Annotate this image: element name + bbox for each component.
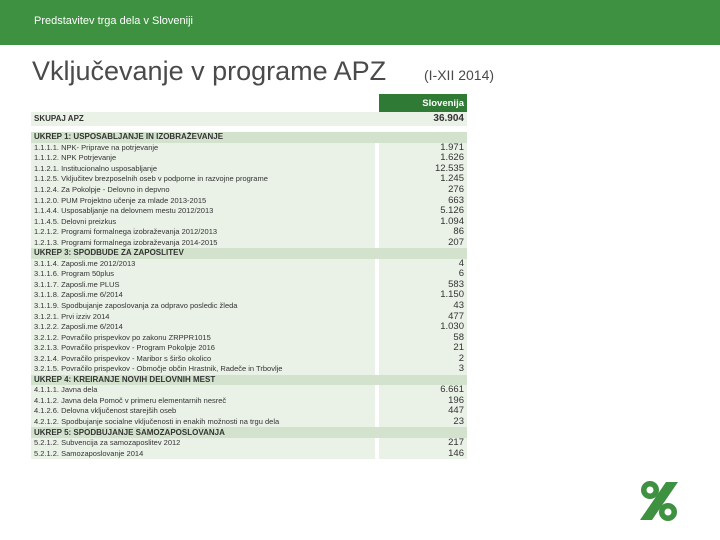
row-value: 6 [379,269,467,280]
row-value: 1.094 [379,216,467,227]
row-label: 3.2.1.5. Povračilo prispevkov - Območje občin Hrastnik, Radeče in Trbovlje [31,364,375,375]
breadcrumb: Predstavitev trga dela v Sloveniji [34,15,193,27]
row-label: 1.2.1.2. Programi formalnega izobraževanja 2012/2013 [31,227,375,238]
header-bar [0,0,720,45]
row-label: 1.1.2.0. PUM Projektno učenje za mlade 2013-2015 [31,195,375,206]
table-row [31,216,467,227]
row-label: 1.1.4.5. Delovni preizkus [31,216,375,227]
row-value: 146 [379,448,467,459]
table-row [31,438,467,449]
total-row [31,112,467,126]
row-value: 2 [379,353,467,364]
row-value: 23 [379,417,467,428]
row-value: 207 [379,237,467,248]
row-value: 196 [379,396,467,407]
zrsz-logo-icon [636,478,682,524]
table-row [31,406,467,417]
table-row [31,301,467,312]
row-value: 43 [379,301,467,312]
section-heading-row [31,132,467,143]
section-heading: UKREP 5: SPODBUJANJE SAMOZAPOSLOVANJA [31,427,375,438]
row-label: 1.1.2.4. Za Pokolpje - Delovno in depvno [31,185,375,196]
row-label: 3.1.1.4. Zaposli.me 2012/2013 [31,259,375,270]
table-row [31,396,467,407]
row-value: 447 [379,406,467,417]
row-label: 1.1.1.1. NPK- Priprave na potrjevanje [31,143,375,154]
row-value: 1.245 [379,174,467,185]
row-value: 21 [379,343,467,354]
row-label: 3.2.1.2. Povračilo prispevkov po zakonu ZRPPR1015 [31,332,375,343]
table-row [31,185,467,196]
total-label: SKUPAJ APZ [31,112,375,126]
row-value: 3 [379,364,467,375]
row-value: 4 [379,259,467,270]
row-value: 58 [379,332,467,343]
table-row [31,353,467,364]
table-row [31,195,467,206]
section-heading-row [31,248,467,259]
row-label: 3.1.1.9. Spodbujanje zaposlovanja za odpravo posledic žleda [31,301,375,312]
row-value: 12.535 [379,164,467,175]
row-value: 217 [379,438,467,449]
row-label: 4.1.1.2. Javna dela Pomoč v primeru elementarnih nesreč [31,396,375,407]
column-header-slovenija: Slovenija [379,94,467,112]
table-row [31,206,467,217]
row-label: 4.1.2.6. Delovna vključenost starejših oseb [31,406,375,417]
row-value: 1.030 [379,322,467,333]
table-row [31,448,467,459]
table-row [31,269,467,280]
table-row [31,311,467,322]
row-label: 3.2.1.3. Povračilo prispevkov - Program Pokolpje 2016 [31,343,375,354]
row-label: 1.1.1.2. NPK Potrjevanje [31,153,375,164]
section-heading-row [31,427,467,438]
page-title: Vključevanje v programe APZ [32,56,387,86]
table-row [31,164,467,175]
row-label: 1.1.2.5. Vključitev brezposelnih oseb v podporne in razvojne programe [31,174,375,185]
table-row [31,417,467,428]
row-value: 663 [379,195,467,206]
row-value: 5.126 [379,206,467,217]
row-value: 477 [379,311,467,322]
row-label: 3.1.1.7. Zaposli.me PLUS [31,280,375,291]
apz-table-container [31,94,467,459]
table-row [31,280,467,291]
table-row [31,174,467,185]
table-row [31,143,467,154]
table-row [31,290,467,301]
row-label: 5.2.1.2. Subvencija za samozaposlitev 2012 [31,438,375,449]
section-heading: UKREP 4: KREIRANJE NOVIH DELOVNIH MEST [31,375,375,386]
table-body [31,112,467,459]
section-heading: UKREP 3: SPODBUDE ZA ZAPOSLITEV [31,248,375,259]
row-label: 4.1.1.1. Javna dela [31,385,375,396]
header-empty-cell [31,94,375,112]
row-value: 1.626 [379,153,467,164]
page-subtitle: (I-XII 2014) [424,67,495,83]
row-value: 583 [379,280,467,291]
row-label: 3.1.1.6. Program 50plus [31,269,375,280]
row-label: 3.1.2.1. Prvi izziv 2014 [31,311,375,322]
table-row [31,237,467,248]
row-label: 4.2.1.2. Spodbujanje socialne vključenosti in enakih možnosti na trgu dela [31,417,375,428]
row-label: 1.1.2.1. Institucionalno usposabljanje [31,164,375,175]
table-row [31,343,467,354]
row-label: 1.1.4.4. Usposabljanje na delovnem mestu 2012/2013 [31,206,375,217]
apz-table [31,94,467,459]
table-header-row [31,94,467,112]
row-value: 86 [379,227,467,238]
row-label: 3.1.2.2. Zaposli.me 6/2014 [31,322,375,333]
table-row [31,332,467,343]
row-label: 3.2.1.4. Povračilo prispevkov - Maribor s širšo okolico [31,353,375,364]
table-row [31,259,467,270]
table-row [31,153,467,164]
row-value: 1.150 [379,290,467,301]
row-value: 276 [379,185,467,196]
total-value: 36.904 [379,112,467,126]
row-label: 3.1.1.8. Zaposli.me 6/2014 [31,290,375,301]
table-row [31,364,467,375]
row-value: 6.661 [379,385,467,396]
row-label: 1.2.1.3. Programi formalnega izobraževanja 2014-2015 [31,237,375,248]
section-heading-row [31,375,467,386]
table-row [31,385,467,396]
section-heading: UKREP 1: USPOSABLJANJE IN IZOBRAŽEVANJE [31,132,375,143]
row-value: 1.971 [379,143,467,154]
table-row [31,322,467,333]
row-label: 5.2.1.2. Samozaposlovanje 2014 [31,448,375,459]
table-row [31,227,467,238]
